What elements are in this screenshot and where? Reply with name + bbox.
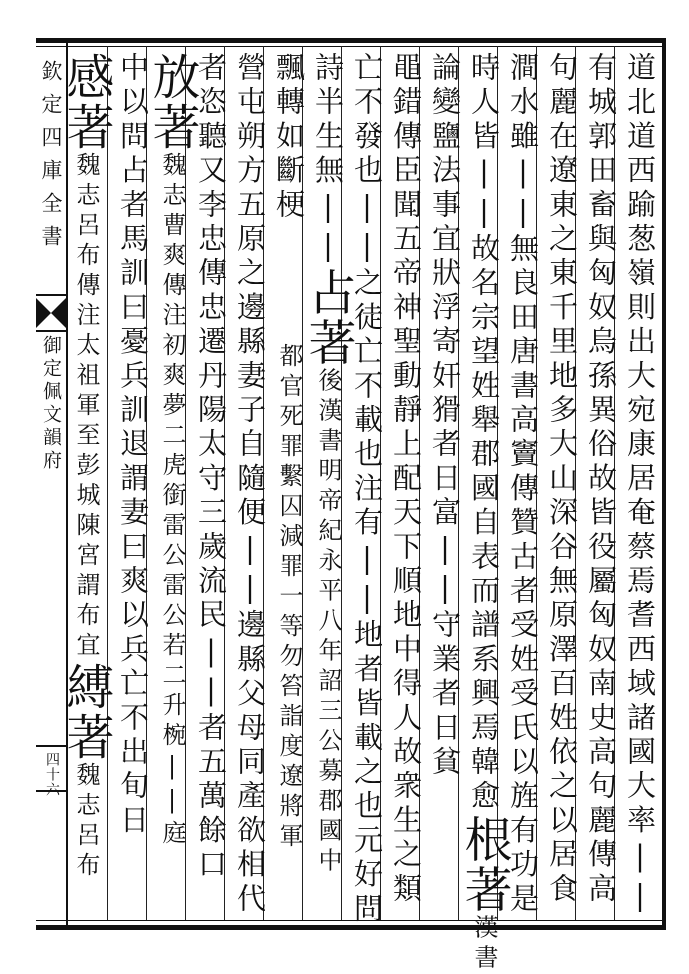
column-text: 句麗在遼東之東千里地多大山深谷無原澤百姓依之以居食 (545, 52, 579, 907)
column-text: 論變鹽法事宜狀浮寄奸猾者日富||守業者日貧 (428, 52, 462, 781)
entry-headword: 根著 (456, 814, 512, 915)
citation-text: 漢書 (470, 914, 498, 974)
column-text: 時人皆||故名宗望姓舉郡國自表而譜系興焉韓愈 (467, 52, 501, 815)
column-text: 黽錯傳臣聞五帝神聖動靜上配天下順地中得人故衆生之類 (389, 52, 423, 907)
entry-headword: 占著 (300, 267, 356, 368)
top-border (36, 38, 666, 43)
column-text: 道北道西踰葱嶺則出大宛康居奄蔡焉耆西域諸國大率|| (623, 52, 657, 917)
citation-text: 都官死罪繫囚減罪一等勿笞詣度遼將軍 (275, 343, 303, 853)
text-column-15 (58, 52, 114, 914)
citation-text: 後漢書明帝紀永平八年詔三公募郡國中 (314, 367, 342, 878)
column-text: 飄轉如斷梗 (272, 52, 306, 223)
column-text: 詩半生無|| (311, 52, 345, 268)
column-text: 中以問占者馬訓曰憂兵訓退謂妻曰爽以兵亡不出旬日 (116, 52, 150, 839)
fish-tail-mark (36, 298, 66, 328)
entry-headword: 感著 (58, 52, 114, 152)
margin-page-number: 四十六 (44, 752, 60, 797)
margin-work-title: 御定佩文韻府 (40, 335, 62, 473)
column-text: 澗水雖||無良田唐書高竇傳贊古者受姓受氏以旌有功是 (506, 52, 540, 917)
column-text: 者恣聽又李忠傳忠遷丹陽太守三歲流民||者五萬餘口 (194, 52, 228, 883)
citation-text: 魏志曹爽傳注初爽夢二虎銜雷公雷公若二升椀||庭 (158, 152, 186, 850)
column-text: 有城郭田畜與匈奴烏孫異俗故皆役屬匈奴南史高句麗傳高 (584, 52, 618, 907)
margin-rule-lower (36, 330, 66, 332)
citation-text: 魏志呂布傳注太祖軍至彭城陳宮謂布宜 (72, 152, 100, 662)
text-column-14 (110, 52, 156, 914)
citation-text: 魏志呂布 (72, 762, 100, 882)
column-text: 營屯朔方五原之邊縣妻子自隨便||邊縣父母同產欲相代 (233, 52, 267, 917)
margin-book-title: 欽定四庫全書 (39, 60, 63, 258)
entry-headword: 縛著 (58, 662, 114, 762)
column-text: 亡不發也||之徒亡不載也注有||地者皆載之也元好問 (350, 52, 384, 927)
top-border-inner (36, 46, 666, 47)
entry-headword: 放著 (144, 52, 200, 152)
